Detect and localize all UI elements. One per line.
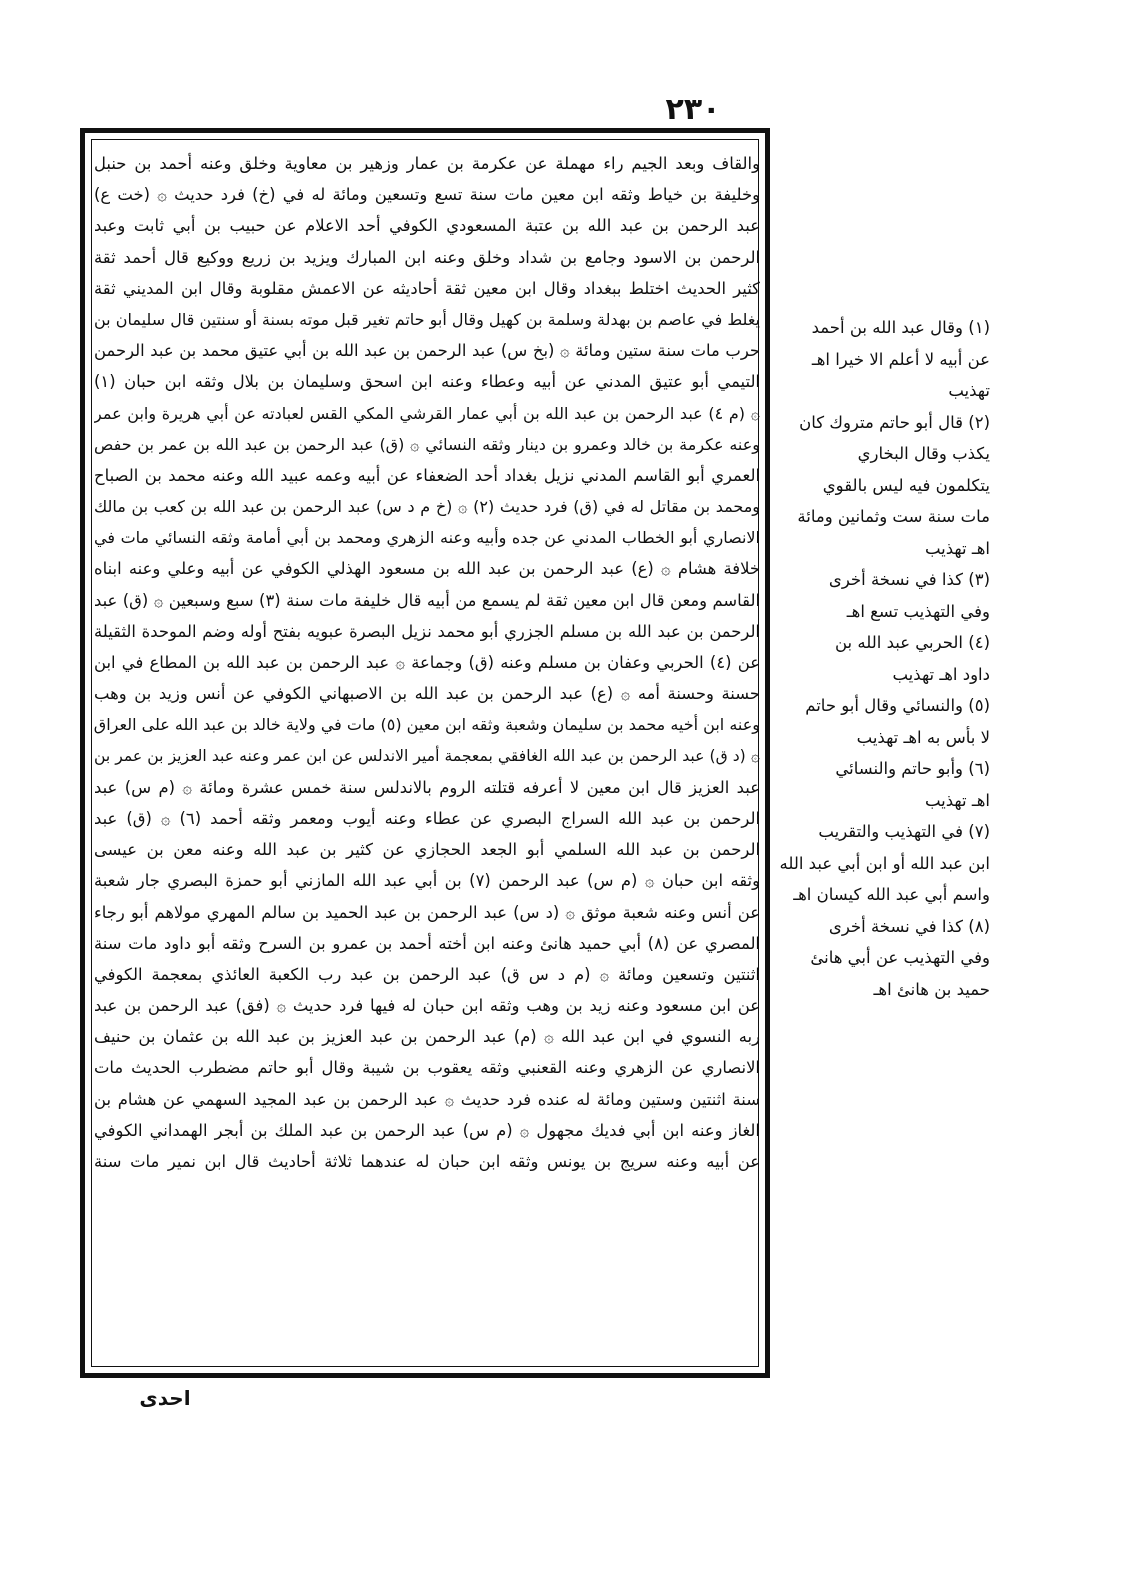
text-line: عبد العزيز قال ابن معين لا أعرفه قتلته الروم بالاندلس سنة خمس عشرة ومائة ۞ (م س) عبد: [94, 777, 760, 797]
margin-note-line: ابن عبد الله أو ابن أبي عبد الله: [779, 853, 990, 873]
text-line: العمري أبو القاسم المدني نزيل بغداد أحد الضعفاء عن أبيه وعمه عبيد الله وعنه محمد بن الصباح: [94, 465, 760, 485]
text-line: عن أنس وعنه شعبة موثق ۞ (د س) عبد الرحمن بن عبد الحميد بن سالم المهري مولاهم أبو رجاء: [94, 902, 760, 922]
text-line: الرحمن بن عبد الله السراج البصري عن عطاء وعنه أيوب ومعمر وثقه أحمد (٦) ۞ (ق) عبد: [94, 808, 760, 828]
margin-note-line: يكذب وقال البخاري: [857, 444, 990, 463]
main-text-block: [94, 148, 760, 1368]
text-line: حسنة وحسنة أمه ۞ (ع) عبد الرحمن بن عبد الله بن الاصبهاني الكوفي عن أنس وزيد بن وهب: [94, 684, 760, 704]
margin-note-line: (١) وقال عبد الله بن أحمد: [811, 318, 990, 337]
text-line: يغلط في عاصم بن بهدلة وسلمة بن كهيل وقال أبو حاتم تغير قبل موته بسنة أو سنتين قال سليمان بن: [94, 309, 760, 329]
catchword: احدى: [139, 1386, 191, 1410]
margin-note-line: تهذيب: [948, 381, 990, 400]
text-line: خلافة هشام ۞ (ع) عبد الرحمن بن عبد الله بن مسعود الهذلي الكوفي عن أبيه وعلي وعنه ابناه: [94, 559, 760, 579]
text-line: والقاف وبعد الجيم راء مهملة عن عكرمة بن عمار وزهير بن معاوية وخلق وعنه أحمد بن حنبل: [94, 154, 760, 173]
text-line: عبد الرحمن بن عبد الله بن عتبة المسعودي الكوفي أحد الاعلام عن حبيب بن أبي ثابت وعبد: [94, 216, 760, 236]
text-line: وثقه ابن حبان ۞ (م س) عبد الرحمن (٧) بن أبي عبد الله المازني أبو حمزة البصري جار شعبة: [94, 871, 760, 891]
margin-note-line: حميد بن هانئ اهـ: [873, 979, 990, 999]
margin-notes: [770, 312, 990, 1005]
text-line: ۞ (د ق) عبد الرحمن بن عبد الله الغافقي بمعجمة أمير الاندلس عن ابن عمر وعنه عبد العزيز بن عمر بن: [94, 746, 760, 765]
margin-note-line: (٥) والنسائي وقال أبو حاتم: [805, 696, 990, 715]
text-line: ۞ (م ٤) عبد الرحمن بن عبد الله بن أبي عمار القرشي المكي القس لعبادته عن أبي هريرة وابن عمر: [94, 403, 760, 423]
page-number: ٢٣٠: [665, 92, 721, 127]
text-line: ربه النسوي في ابن عبد الله ۞ (م) عبد الرحمن بن عبد العزيز بن عبد الله بن عثمان بن حنيف: [94, 1027, 760, 1047]
text-line: التيمي أبو عتيق المدني عن أبيه وعطاء وعنه ابن اسحق وسليمان بن بلال وثقه ابن حبان (١): [94, 372, 760, 392]
text-line: وعنه ابن أخيه محمد بن سليمان وشعبة وثقه ابن معين (٥) مات في ولاية خالد بن عبد الله على العراق: [94, 715, 760, 735]
margin-note-line: لا بأس به اهـ تهذيب: [856, 727, 990, 747]
margin-note-line: (٢) قال أبو حاتم متروك كان: [799, 412, 990, 432]
margin-note-line: عن أبيه لا أعلم الا خيرا اهـ: [811, 349, 990, 369]
text-line: الرحمن بن الاسود وجامع بن شداد وخلق وعنه ابن المبارك ويزيد بن زريع ووكيع قال أحمد ثقة: [94, 247, 760, 267]
margin-note-line: اهـ تهذيب: [924, 790, 990, 810]
text-line: عن أبيه وعنه سريج بن يونس وثقه ابن حبان له عندهما ثلاثة أحاديث قال ابن نمير مات سنة: [94, 1152, 760, 1171]
margin-note-line: وفي التهذيب تسع اهـ: [846, 601, 990, 621]
margin-note-line: اهـ تهذيب: [924, 538, 990, 558]
text-line: سنة اثنتين وستين ومائة له عنده فرد حديث ۞ عبد الرحمن بن عبد المجيد السهمي عن هشام بن: [94, 1089, 760, 1109]
text-line: عن ابن مسعود وعنه زيد بن وهب وثقه ابن حبان له فيها فرد حديث ۞ (فق) عبد الرحمن بن عبد: [94, 996, 760, 1016]
margin-note-line: واسم أبي عبد الله كيسان اهـ: [793, 885, 990, 904]
margin-note-line: (٣) كذا في نسخة أخرى: [828, 570, 990, 589]
text-line: وخليفة بن خياط وثقه ابن معين مات سنة تسع وتسعين ومائة له في (خ) فرد حديث ۞ (خت ع): [94, 185, 760, 205]
text-line: المصري عن (٨) أبي حميد هانئ وعنه ابن أخته أحمد بن عمرو بن السرح وثقه أبو داود مات سنة: [94, 933, 760, 953]
text-line: الرحمن بن عبد الله بن مسلم الجزري أبو محمد نزيل البصرة عبويه بفتح أوله وضم الموحدة الثقيلة: [94, 621, 760, 641]
text-line: حرب مات سنة ستين ومائة ۞ (بخ س) عبد الرحمن بن عبد الله بن أبي عتيق محمد بن عبد الرحمن: [94, 341, 760, 361]
margin-note-line: داود اهـ تهذيب: [892, 664, 990, 684]
text-line: القاسم ومعن قال ابن معين ثقة لم يسمع من أبيه قال خليفة مات سنة (٣) سبع وسبعين ۞ (ق) عبد: [94, 590, 760, 610]
margin-note-line: (٧) في التهذيب والتقريب: [818, 822, 990, 841]
margin-note-line: (٦) وأبو حاتم والنسائي: [835, 759, 990, 778]
text-line: الانصاري أبو الخطاب المدني عن جده وأبيه وعنه الزهري ومحمد بن أبي أمامة وثقه النسائي مات في: [94, 528, 760, 548]
margin-note-line: يتكلمون فيه ليس بالقوي: [822, 475, 990, 495]
margin-note-line: (٤) الحربي عبد الله بن: [835, 633, 990, 652]
margin-note-line: (٨) كذا في نسخة أخرى: [828, 916, 990, 936]
text-line: الرحمن بن عبد الله السلمي أبو الجعد الحجازي عن كثير بن عبد الله وعنه معن بن عيسى: [94, 840, 760, 860]
margin-note-line: وفي التهذيب عن أبي هانئ: [810, 948, 990, 967]
text-line: اثنتين وتسعين ومائة ۞ (م د س ق) عبد الرحمن بن عبد رب الكعبة العائذي بمعجمة الكوفي: [94, 964, 760, 984]
text-line: الغاز وعنه ابن أبي فديك مجهول ۞ (م س) عبد الرحمن بن عبد الملك بن أبجر الهمداني الكوفي: [94, 1120, 760, 1140]
text-line: وعنه عكرمة بن خالد وعمرو بن دينار وثقه النسائي ۞ (ق) عبد الرحمن بن عبد الله بن عمر بن حفص: [94, 434, 760, 454]
text-line: كثير الحديث اختلط ببغداد وقال ابن معين ثقة أحاديثه عن الاعمش مقلوبة وقال ابن المديني ثقة: [94, 278, 760, 298]
text-line: عن (٤) الحربي وعفان بن مسلم وعنه (ق) وجماعة ۞ عبد الرحمن بن عبد الله بن المطاع في ابن: [94, 653, 760, 672]
text-line: ومحمد بن مقاتل له في (ق) فرد حديث (٢) ۞ (خ م د س) عبد الرحمن بن عبد الله بن كعب بن مالك: [94, 497, 760, 517]
text-line: الانصاري عن الزهري وعنه القعنبي وثقه يعقوب بن شيبة وقال أبو حاتم مضطرب الحديث مات: [94, 1058, 760, 1078]
margin-note-line: مات سنة ست وثمانين ومائة: [797, 507, 990, 526]
